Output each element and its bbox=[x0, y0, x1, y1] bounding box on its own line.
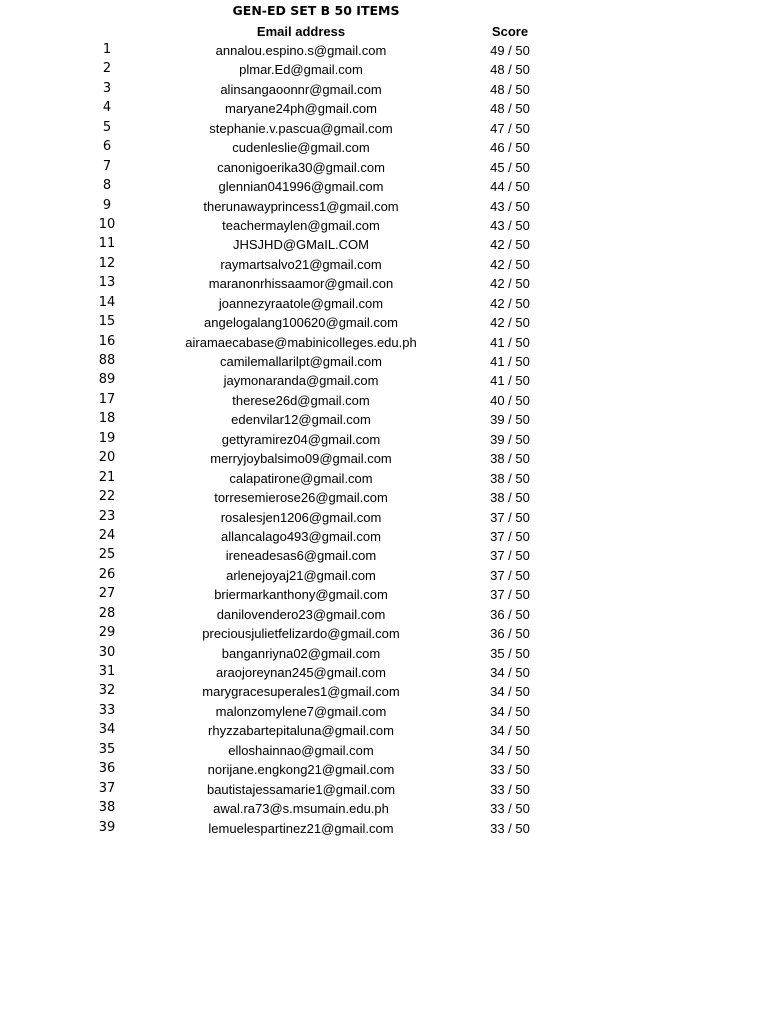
table-row bbox=[0, 60, 768, 79]
row-number: 22 bbox=[98, 489, 116, 505]
results-table bbox=[0, 41, 768, 838]
row-number: 35 bbox=[98, 741, 116, 757]
row-number: 28 bbox=[98, 605, 116, 621]
table-row bbox=[0, 566, 768, 585]
email-cell: calapatirone@gmail.com bbox=[229, 470, 373, 486]
email-cell: torresemierose26@gmail.com bbox=[214, 490, 388, 506]
row-number: 23 bbox=[98, 508, 116, 524]
table-row bbox=[0, 449, 768, 468]
table-row bbox=[0, 780, 768, 799]
table-row bbox=[0, 469, 768, 488]
score-cell: 37 / 50 bbox=[490, 509, 530, 525]
table-row bbox=[0, 702, 768, 721]
score-cell: 33 / 50 bbox=[490, 801, 530, 817]
table-row bbox=[0, 294, 768, 313]
table-row bbox=[0, 41, 768, 60]
email-cell: angelogalang100620@gmail.com bbox=[204, 315, 398, 331]
table-row bbox=[0, 721, 768, 740]
table-row bbox=[0, 760, 768, 779]
score-cell: 42 / 50 bbox=[490, 276, 530, 292]
table-row bbox=[0, 216, 768, 235]
score-cell: 42 / 50 bbox=[490, 295, 530, 311]
table-row bbox=[0, 313, 768, 332]
table-row bbox=[0, 741, 768, 760]
score-cell: 42 / 50 bbox=[490, 315, 530, 331]
score-cell: 34 / 50 bbox=[490, 665, 530, 680]
row-number: 18 bbox=[98, 411, 116, 427]
score-cell: 48 / 50 bbox=[490, 81, 530, 97]
row-number: 25 bbox=[98, 547, 116, 563]
score-cell: 34 / 50 bbox=[490, 723, 530, 739]
table-row bbox=[0, 274, 768, 293]
table-row bbox=[0, 235, 768, 254]
score-column-header: Score bbox=[491, 24, 529, 39]
table-row bbox=[0, 177, 768, 196]
row-number: 38 bbox=[98, 800, 116, 816]
table-row bbox=[0, 799, 768, 818]
row-number: 8 bbox=[102, 178, 112, 194]
email-cell: arlenejoyaj21@gmail.com bbox=[226, 567, 376, 583]
row-number: 3 bbox=[102, 80, 112, 96]
email-cell: bautistajessamarie1@gmail.com bbox=[206, 781, 396, 797]
table-row bbox=[0, 508, 768, 527]
email-cell: teachermaylen@gmail.com bbox=[222, 217, 380, 233]
score-cell: 39 / 50 bbox=[490, 412, 530, 428]
score-cell: 33 / 50 bbox=[490, 820, 530, 836]
row-number: 34 bbox=[98, 722, 116, 738]
score-cell: 34 / 50 bbox=[490, 684, 530, 700]
score-cell: 43 / 50 bbox=[490, 217, 530, 233]
row-number: 16 bbox=[98, 333, 116, 349]
row-number: 21 bbox=[98, 469, 116, 485]
row-number: 30 bbox=[98, 644, 116, 660]
table-row bbox=[0, 158, 768, 177]
email-cell: marygracesuperales1@gmail.com bbox=[202, 684, 400, 700]
score-cell: 37 / 50 bbox=[490, 587, 530, 603]
email-cell: preciousjulietfelizardo@gmail.com bbox=[202, 626, 400, 642]
email-cell: joannezyraatole@gmail.com bbox=[218, 295, 384, 311]
email-cell: maryane24ph@gmail.com bbox=[225, 101, 377, 117]
table-row bbox=[0, 138, 768, 157]
row-number: 26 bbox=[98, 566, 116, 582]
row-number: 24 bbox=[98, 527, 116, 543]
email-cell: briermarkanthony@gmail.com bbox=[214, 587, 388, 603]
row-number: 14 bbox=[98, 294, 116, 310]
score-cell: 48 / 50 bbox=[490, 62, 530, 78]
email-cell: canonigoerika30@gmail.com bbox=[217, 159, 385, 175]
email-cell: ireneadesas6@gmail.com bbox=[225, 548, 377, 564]
row-number: 12 bbox=[98, 255, 116, 271]
row-number: 15 bbox=[98, 314, 116, 330]
email-cell: therese26d@gmail.com bbox=[232, 392, 370, 408]
row-number: 19 bbox=[98, 430, 116, 446]
score-cell: 43 / 50 bbox=[490, 198, 530, 214]
table-row bbox=[0, 682, 768, 701]
email-cell: maranonrhissaamor@gmail.con bbox=[208, 276, 394, 292]
email-cell: banganriyna02@gmail.com bbox=[221, 645, 381, 661]
score-cell: 48 / 50 bbox=[490, 101, 530, 117]
score-cell: 46 / 50 bbox=[490, 140, 530, 156]
email-cell: airamaecabase@mabinicolleges.edu.ph bbox=[185, 334, 417, 350]
row-number: 6 bbox=[102, 139, 112, 155]
score-cell: 33 / 50 bbox=[490, 781, 530, 797]
row-number: 36 bbox=[98, 761, 116, 777]
email-cell: raymartsalvo21@gmail.com bbox=[220, 256, 382, 272]
email-cell: stephanie.v.pascua@gmail.com bbox=[209, 120, 393, 136]
row-number: 17 bbox=[98, 391, 116, 407]
score-cell: 39 / 50 bbox=[490, 431, 530, 447]
score-cell: 37 / 50 bbox=[490, 548, 530, 564]
table-row bbox=[0, 371, 768, 390]
email-cell: rhyzzabartepitaluna@gmail.com bbox=[208, 723, 394, 739]
table-row bbox=[0, 605, 768, 624]
table-row bbox=[0, 546, 768, 565]
score-cell: 40 / 50 bbox=[490, 392, 530, 408]
email-cell: danilovendero23@gmail.com bbox=[216, 606, 386, 622]
score-cell: 35 / 50 bbox=[490, 645, 530, 661]
email-cell: camilemallarilpt@gmail.com bbox=[219, 354, 382, 369]
row-number: 37 bbox=[98, 780, 116, 796]
table-row bbox=[0, 430, 768, 449]
row-number: 32 bbox=[98, 683, 116, 699]
table-row bbox=[0, 391, 768, 410]
row-number: 33 bbox=[98, 702, 116, 718]
table-header bbox=[0, 23, 768, 41]
table-row bbox=[0, 119, 768, 138]
score-cell: 33 / 50 bbox=[490, 762, 530, 778]
table-row bbox=[0, 255, 768, 274]
score-cell: 38 / 50 bbox=[490, 490, 530, 506]
document-title: GEN-ED SET B 50 ITEMS bbox=[232, 3, 400, 18]
email-cell: malonzomylene7@gmail.com bbox=[215, 703, 387, 719]
table-row bbox=[0, 197, 768, 216]
score-cell: 44 / 50 bbox=[490, 179, 530, 195]
score-cell: 36 / 50 bbox=[490, 606, 530, 622]
row-number: 31 bbox=[98, 664, 116, 679]
table-row bbox=[0, 488, 768, 507]
row-number: 7 bbox=[102, 158, 112, 174]
row-number: 20 bbox=[98, 450, 116, 466]
table-row bbox=[0, 527, 768, 546]
row-number: 29 bbox=[98, 625, 116, 641]
row-number: 10 bbox=[98, 216, 116, 232]
email-cell: allancalago493@gmail.com bbox=[221, 528, 381, 544]
score-cell: 47 / 50 bbox=[490, 120, 530, 136]
table-row bbox=[0, 99, 768, 118]
score-cell: 42 / 50 bbox=[490, 256, 530, 272]
row-number: 13 bbox=[98, 275, 116, 291]
email-cell: norijane.engkong21@gmail.com bbox=[207, 762, 395, 778]
table-row bbox=[0, 333, 768, 352]
score-cell: 45 / 50 bbox=[490, 159, 530, 175]
score-cell: 41 / 50 bbox=[490, 373, 530, 389]
email-cell: elloshainnao@gmail.com bbox=[228, 742, 374, 758]
score-cell: 34 / 50 bbox=[490, 703, 530, 719]
table-row bbox=[0, 819, 768, 838]
row-number: 11 bbox=[98, 236, 116, 252]
score-cell: 36 / 50 bbox=[490, 626, 530, 642]
row-number: 9 bbox=[102, 197, 112, 213]
email-cell: rosalesjen1206@gmail.com bbox=[220, 509, 382, 525]
email-cell: cudenleslie@gmail.com bbox=[232, 140, 370, 156]
row-number: 1 bbox=[102, 42, 112, 57]
score-cell: 37 / 50 bbox=[490, 567, 530, 583]
email-cell: edenvilar12@gmail.com bbox=[231, 412, 371, 428]
score-cell: 49 / 50 bbox=[490, 43, 530, 58]
row-number: 27 bbox=[98, 586, 116, 602]
score-cell: 34 / 50 bbox=[490, 742, 530, 758]
email-cell: glennian041996@gmail.com bbox=[218, 179, 384, 195]
score-cell: 41 / 50 bbox=[490, 334, 530, 350]
table-row bbox=[0, 663, 768, 682]
row-number: 4 bbox=[102, 100, 112, 116]
score-cell: 38 / 50 bbox=[490, 470, 530, 486]
email-cell: gettyramirez04@gmail.com bbox=[221, 431, 381, 447]
row-number: 89 bbox=[98, 372, 116, 388]
table-row bbox=[0, 624, 768, 643]
score-cell: 42 / 50 bbox=[490, 237, 530, 253]
table-row bbox=[0, 644, 768, 663]
email-cell: therunawayprincess1@gmail.com bbox=[203, 198, 399, 214]
row-number: 39 bbox=[98, 819, 116, 835]
email-cell: awal.ra73@s.msumain.edu.ph bbox=[213, 801, 389, 817]
score-cell: 41 / 50 bbox=[490, 354, 530, 369]
table-row bbox=[0, 352, 768, 371]
email-cell: JHSJHD@GMaIL.COM bbox=[233, 237, 369, 253]
row-number: 2 bbox=[102, 61, 112, 77]
table-row bbox=[0, 585, 768, 604]
score-cell: 37 / 50 bbox=[490, 528, 530, 544]
row-number: 5 bbox=[102, 119, 112, 135]
email-column-header: Email address bbox=[256, 24, 346, 39]
email-cell: plmar.Ed@gmail.com bbox=[239, 62, 363, 78]
email-cell: alinsangaoonnr@gmail.com bbox=[220, 81, 382, 97]
email-cell: merryjoybalsimo09@gmail.com bbox=[210, 451, 392, 467]
email-cell: araojoreynan245@gmail.com bbox=[215, 665, 386, 680]
email-cell: annalou.espino.s@gmail.com bbox=[215, 43, 387, 58]
table-row bbox=[0, 410, 768, 429]
score-cell: 38 / 50 bbox=[490, 451, 530, 467]
row-number: 88 bbox=[98, 353, 116, 368]
email-cell: lemuelespartinez21@gmail.com bbox=[208, 820, 394, 836]
table-row bbox=[0, 80, 768, 99]
email-cell: jaymonaranda@gmail.com bbox=[223, 373, 379, 389]
